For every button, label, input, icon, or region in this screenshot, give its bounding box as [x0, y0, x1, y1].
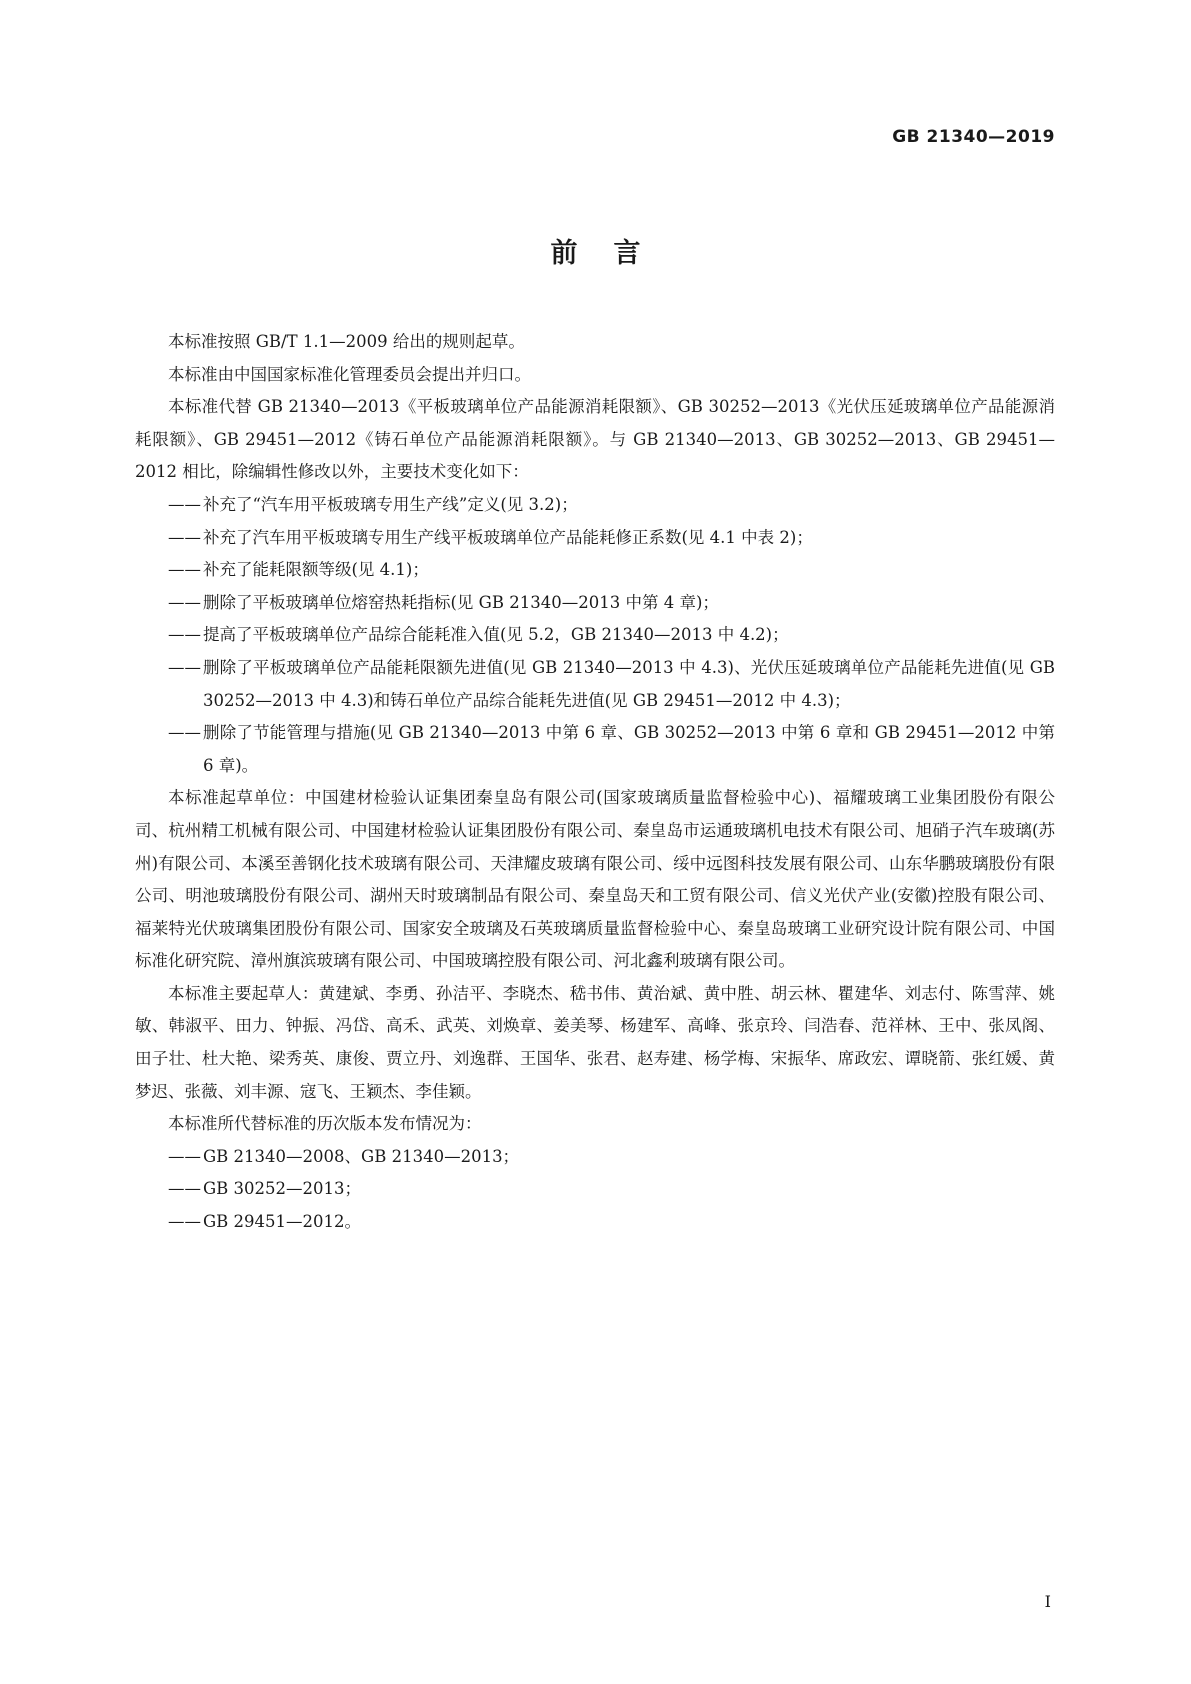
page-title: 前言 — [550, 238, 677, 269]
history-item-text: GB 30252—2013； — [203, 1179, 362, 1199]
standard-number: GB 21340—2019 — [892, 127, 1055, 147]
change-item-text: 删除了节能管理与措施(见 GB 21340—2013 中第 6 章、GB 30252—2013 中第 6 章和 GB 29451—2012 中第 6 章)。 — [203, 723, 1055, 775]
change-item — [135, 619, 1055, 652]
change-item-text: 删除了平板玻璃单位熔窑热耗指标(见 GB 21340—2013 中第 4 章)； — [203, 592, 719, 612]
history-item-text: GB 29451—2012。 — [203, 1212, 362, 1232]
change-item — [135, 652, 1055, 717]
change-item-text: 补充了汽车用平板玻璃专用生产线平板玻璃单位产品能耗修正系数(见 4.1 中表 2)； — [203, 527, 813, 547]
dash-marker: —— — [168, 723, 201, 743]
dash-marker: —— — [168, 494, 201, 514]
history-item — [135, 1173, 1055, 1206]
paragraph-drafters: 本标准主要起草人：黄建斌、李勇、孙洁平、李晓杰、嵇书伟、黄治斌、黄中胜、胡云林、瞿建华、刘志付、陈雪萍、姚敏、韩淑平、田力、钟振、冯岱、高禾、武英、刘焕章、姜美琴、杨建军、高峰、张京玲、闫浩春、范祥林、王中、张凤阁、田子壮、杜大艳、梁秀英、康俊、贾立丹、刘逸群、王国华、张君、赵寿建、杨学梅、宋振华、席政宏、谭晓箭、张红媛、黄梦迟、张薇、刘丰源、寇飞、王颖杰、李佳颖。 — [135, 983, 1055, 1101]
dash-marker: —— — [168, 592, 201, 612]
dash-marker: —— — [168, 625, 201, 645]
change-item — [135, 522, 1055, 555]
change-item-text: 提高了平板玻璃单位产品综合能耗准入值(见 5.2，GB 21340—2013 中 4.2)； — [203, 625, 789, 645]
dash-marker: —— — [168, 1212, 201, 1232]
dash-marker: —— — [168, 560, 201, 580]
paragraph-drafting-rules: 本标准按照 GB/T 1.1—2009 给出的规则起草。 — [168, 332, 525, 351]
change-item — [135, 489, 1055, 522]
history-item — [135, 1141, 1055, 1174]
dash-marker: —— — [168, 527, 201, 547]
change-item-text: 补充了“汽车用平板玻璃专用生产线”定义(见 3.2)； — [203, 494, 578, 514]
dash-marker: —— — [168, 1179, 201, 1199]
page-number: I — [1044, 1592, 1051, 1611]
paragraph-proposer: 本标准由中国国家标准化管理委员会提出并归口。 — [168, 364, 531, 384]
dash-marker: —— — [168, 1146, 201, 1166]
paragraph-drafting-units: 本标准起草单位：中国建材检验认证集团秦皇岛有限公司(国家玻璃质量监督检验中心)、福耀玻璃工业集团股份有限公司、杭州精工机械有限公司、中国建材检验认证集团股份有限公司、秦皇岛市运通玻璃机电技术有限公司、旭硝子汽车玻璃(苏州)有限公司、本溪至善钢化技术玻璃有限公司、天津耀皮玻璃有限公司、绥中远图科技发展有限公司、山东华鹏玻璃股份有限公司、明池玻璃股份有限公司、湖州天时玻璃制品有限公司、秦皇岛天和工贸有限公司、信义光伏产业(安徽)控股有限公司、福莱特光伏玻璃集团股份有限公司、国家安全玻璃及石英玻璃质量监督检验中心、秦皇岛玻璃工业研究设计院有限公司、中国标准化研究院、漳州旗滨玻璃有限公司、中国玻璃控股有限公司、河北鑫利玻璃有限公司。 — [135, 788, 1055, 971]
history-item-text: GB 21340—2008、GB 21340—2013； — [203, 1146, 520, 1166]
change-item — [135, 587, 1055, 620]
foreword-body — [135, 326, 1055, 1239]
paragraph-history-intro: 本标准所代替标准的历次版本发布情况为： — [168, 1114, 482, 1134]
change-item — [135, 554, 1055, 587]
paragraph-replacement: 本标准代替 GB 21340—2013《平板玻璃单位产品能源消耗限额》、GB 30252—2013《光伏压延玻璃单位产品能源消耗限额》、GB 29451—2012《铸石单位产品能源消耗限额》。与 GB 21340—2013、GB 30252—2013、GB 29451—2012 相比，除编辑性修改以外，主要技术变化如下： — [135, 397, 1055, 482]
change-item-text: 删除了平板玻璃单位产品能耗限额先进值(见 GB 21340—2013 中 4.3)、光伏压延玻璃单位产品能耗先进值(见 GB 30252—2013 中 4.3)和铸石单位产品综合能耗先进值(见 GB 29451—2012 中 4.3)； — [203, 657, 1055, 710]
change-item — [135, 717, 1055, 782]
history-item — [135, 1206, 1055, 1239]
change-item-text: 补充了能耗限额等级(见 4.1)； — [203, 560, 429, 580]
dash-marker: —— — [168, 657, 201, 677]
